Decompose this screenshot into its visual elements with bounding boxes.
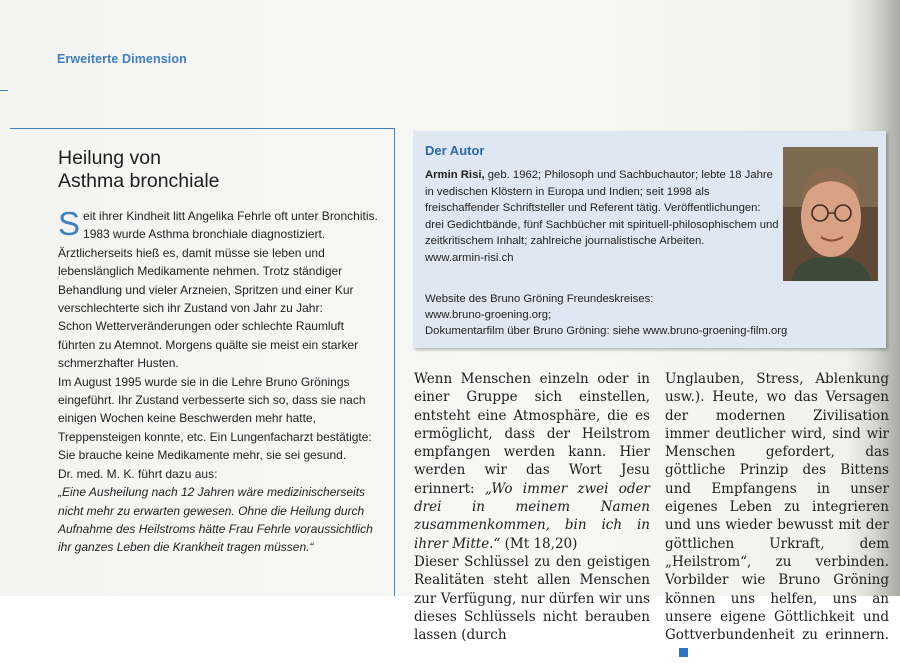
author-photo	[783, 147, 878, 281]
author-links	[425, 291, 880, 339]
case-frame-top-rule	[10, 128, 395, 129]
case-title	[58, 147, 220, 193]
case-paragraph-text: eit ihrer Kindheit litt Angelika Fehrle oft unter Bronchitis. 1983 wurde Asthma bronchiale diagnostiziert. Ärztlicherseits hieß es, damit müsse sie leben und lebenslänglich Medikamente nehmen. Trotz ständiger Behandlung und vieler Arzneien, Spritzen und einer Kur verschlechterte sich ihr Zustand von Jahr zu Jahr:	[58, 209, 378, 316]
case-paragraph	[58, 207, 378, 317]
article-paragraph: Dieser Schlüssel zu den geistigen Realitäten steht allen Menschen zur Verfügung, nur dürfen wir uns dieses Schlüssels nicht berauben lassen (durch	[414, 553, 650, 644]
article-paragraph	[665, 370, 889, 663]
author-name: Armin Risi,	[425, 169, 485, 181]
drop-cap: S	[58, 205, 81, 242]
article-column-2	[665, 370, 889, 663]
case-paragraph: Schon Wetterveränderungen oder schlechte Raumluft führten zu Atemnot. Morgens quälte sie meist ein starker schmerzhafter Husten.	[58, 319, 359, 371]
article-text: Unglauben, Stress, Ablenkung usw.). Heute, wo das Versagen der modernen Zivilisation immer deutlicher wird, sind wir Menschen gefordert, das göttliche Prinzip des Bittens und Empfangens in unser eigenes Leben zu integrieren und uns wieder bewusst mit der göttlichen Urkraft, dem „Heilstrom“, zu verbinden. Vorbilder wie Bruno Gröning können uns helfen, uns an unsere eigene Göttlichkeit und Gottverbundenheit zu erinnern.	[665, 371, 889, 644]
end-mark-square	[679, 648, 688, 657]
case-paragraph: Dr. med. M. K. führt dazu aus:	[58, 466, 218, 481]
doctor-quote: „Eine Ausheilung nach 12 Jahren wäre medizinischerseits nicht mehr zu erwarten gewesen. Ohne die Heilung durch Aufnahme des Heilstroms hätte Frau Fehrle voraussichtlich ihr ganzes Leben die Krankheit tragen müssen.“	[58, 485, 373, 555]
author-box	[413, 131, 886, 348]
section-label: Erweiterte Dimension	[57, 52, 187, 66]
article-paragraph	[414, 370, 650, 553]
case-paragraph: Im August 1995 wurde sie in die Lehre Bruno Grönings eingeführt. Ihr Zustand verbesserte sich so, dass sie nach einigen Wochen keine Beschwerden mehr hatte, Treppensteigen konnte, etc. Ein Lungenfacharzt bestätigte: Sie brauche keine Medikamente mehr, sie sei gesund.	[58, 374, 372, 463]
margin-tick	[0, 90, 8, 91]
author-bio-text: geb. 1962; Philosoph und Sachbuchautor; lebte 18 Jahre in vedischen Klöstern in Europa und Indien; seit 1998 als freischaffender Schriftsteller und Referent tätig. Veröffentlichungen: drei Gedichtbände, fünf Sachbücher mit spirituell-philosophischem und zeitkritischem Inhalt; zahlreiche journalistische Arbeiten.	[425, 169, 779, 248]
case-body	[58, 207, 378, 557]
bible-reference: (Mt 18,20)	[500, 535, 578, 552]
author-heading: Der Autor	[425, 143, 485, 158]
freundeskreis-link[interactable]: www.bruno-groening.org;	[425, 309, 552, 321]
article-text: Wenn Menschen einzeln oder in einer Gruppe sich einstellen, entsteht eine Atmosphäre, die es ermöglicht, dass der Heilstrom empfangen werden kann. Hier werden wir das Wort Jesu erinnert:	[414, 371, 650, 497]
article-column-1	[414, 370, 650, 644]
film-link[interactable]: Dokumentarfilm über Bruno Gröning: siehe www.bruno-groening-film.org	[425, 325, 788, 337]
author-portrait-image	[783, 147, 878, 281]
author-bio	[425, 167, 780, 267]
link-label: Website des Bruno Gröning Freundeskreises:	[425, 293, 654, 305]
author-website-link[interactable]: www.armin-risi.ch	[425, 251, 514, 264]
case-frame-right-rule	[394, 128, 395, 596]
bible-quote: „Wo immer zwei oder drei in meinem Namen zusammenkommen, bin ich in ihrer Mitte.“	[414, 480, 650, 552]
case-title-line1: Heilung von	[58, 147, 161, 169]
case-title-line2: Asthma bronchiale	[58, 170, 220, 192]
